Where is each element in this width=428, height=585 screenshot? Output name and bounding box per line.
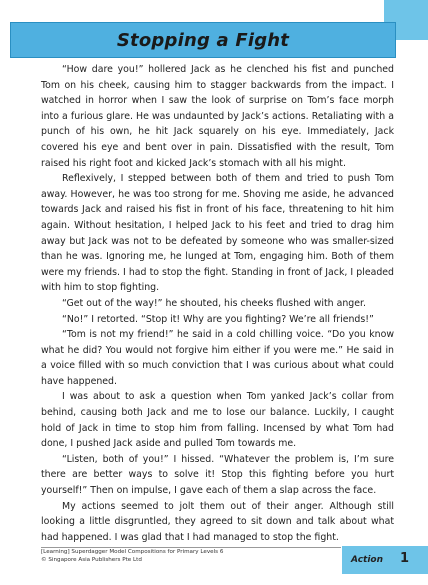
footer-credits [41, 549, 223, 564]
paragraph: “Get out of the way!” he shouted, his cheeks flushed with anger. [62, 297, 366, 309]
paragraph: “Tom is not my friend!” he said in a cold chilling voice. “Do you know what he did? You would not forgive him either if you were me.” He said in a voice filled with so much conviction that I was curious about what could have happened. [41, 329, 394, 387]
paragraph: Reflexively, I stepped between both of them and tried to push Tom away. However, he was too strong for me. Shoving me aside, he advanced towards Jack and raised his fist in front of his face, threatening to hit him again. Without hesitation, I helped Jack to his feet and tried to drag him away but Jack was not to be defeated by someone who was smaller-sized than he was. Ignoring me, he lunged at Tom, engaging him. Both of them were my friends. I had to stop the fight. Standing in front of Jack, I pleaded with him to stop fighting. [41, 173, 394, 294]
paragraph: “Listen, both of you!” I hissed. “Whatever the problem is, I’m sure there are better ways to solve it! Stop this fighting before you hurt yourself!” Then on impulse, I gave each of them a slap across the face. [41, 453, 394, 497]
paragraph: “No!” I retorted. “Stop it! Why are you fighting? We’re all friends!” [62, 313, 374, 325]
top-band [0, 0, 428, 14]
footer-copyright: © Singapore Asia Publishers Pte Ltd [41, 556, 142, 563]
footer-book-title: [Learning] Superdagger Model Compositions for Primary Levels 6 [41, 549, 224, 555]
paragraph: I was about to ask a question when Tom yanked Jack’s collar from behind, causing both Jack and me to lose our balance. Luckily, I caught hold of Jack in time to stop him from falling. Incensed by what Tom had done, I pushed Jack aside and pulled Tom towards me. [41, 391, 394, 450]
story-body [41, 62, 394, 545]
paragraph: My actions seemed to jolt them out of their anger. Although still looking a little disgruntled, they agreed to sit down and talk about what had happened. I was glad that I had managed to stop the fight. [41, 500, 394, 543]
page-title: Stopping a Fight [116, 29, 290, 51]
page-number: 1 [400, 551, 410, 566]
paragraph: “How dare you!” hollered Jack as he clenched his fist and punched Tom on his cheek, causing him to stagger backwards from the impact. I watched in horror when I saw the look of surprise on Tom’s face morph into a furious glare. He was undaunted by Jack’s actions. Retaliating with a punch of his own, he hit Jack squarely on his eye. Immediately, Jack covered his eye and bent over in pain. Dissatisfied with the result, Tom raised his right foot and kicked Jack’s stomach with all his might. [41, 64, 394, 169]
title-banner [10, 22, 396, 58]
footer-divider [41, 547, 341, 548]
section-label: Action [351, 555, 384, 565]
